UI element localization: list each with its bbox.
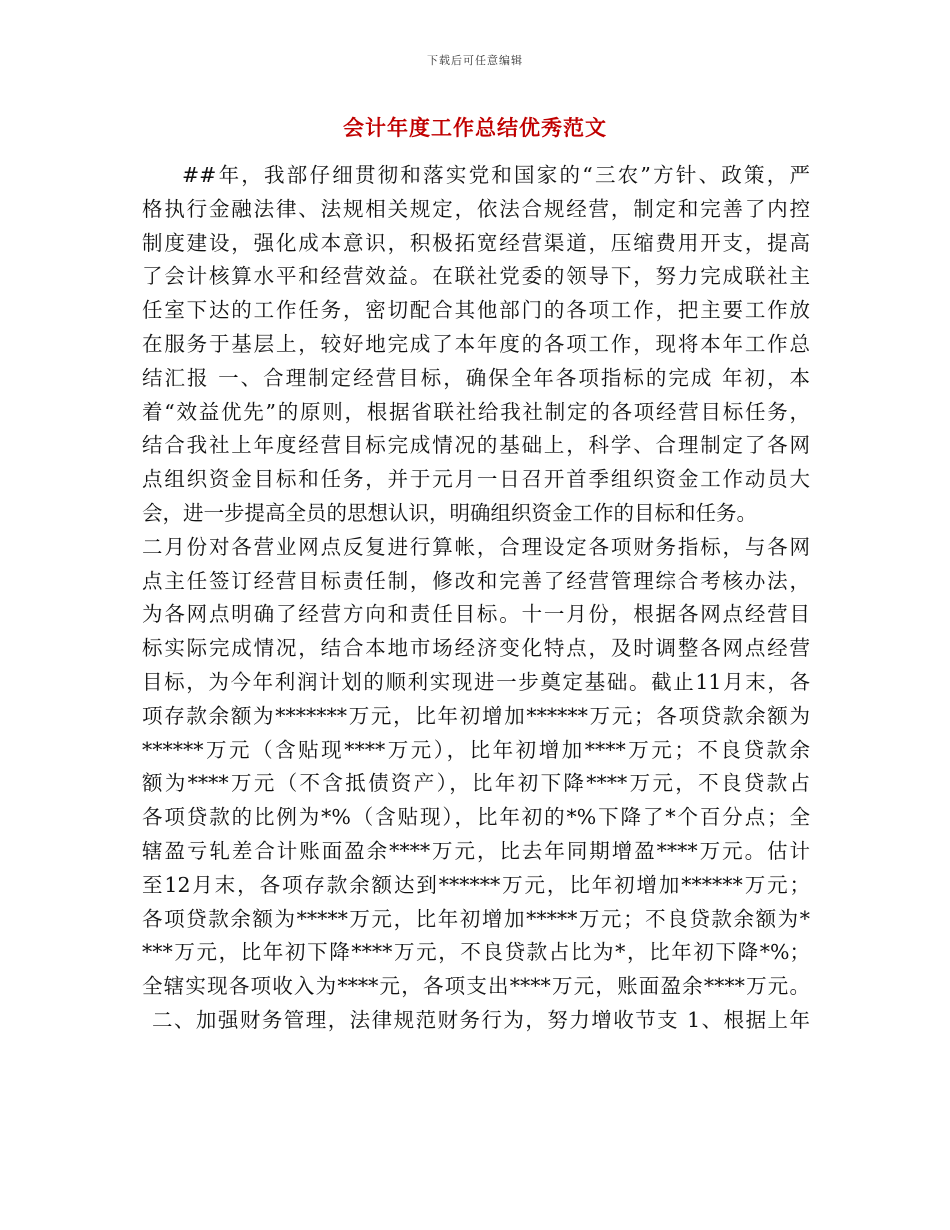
body-line: 辖盈亏轧差合计账面盈余****万元，比去年同期增盈****万元。估计 [142, 838, 810, 863]
body-line: 点主任签订经营目标责任制，修改和完善了经营管理综合考核办法， [142, 568, 810, 593]
body-line: 了会计核算水平和经营效益。在联社党委的领导下，努力完成联社主 [142, 264, 810, 289]
body-line: 制度建设，强化成本意识，积极拓宽经营渠道，压缩费用开支，提高 [142, 230, 810, 255]
download-edit-note: 下载后可任意编辑 [427, 54, 523, 67]
body-line: 结合我社上年度经营目标完成情况的基础上，科学、合理制定了各网 [142, 433, 810, 458]
body-line: 额为****万元（不含抵债资产），比年初下降****万元，不良贷款占 [142, 771, 810, 796]
body-line: 至12月末，各项存款余额达到******万元，比年初增加******万元； [142, 872, 810, 897]
body-line: 任室下达的工作任务，密切配合其他部门的各项工作，把主要工作放 [142, 298, 810, 323]
body-line: 为各网点明确了经营方向和责任目标。十一月份，根据各网点经营目 [142, 602, 810, 627]
body-line: 会，进一步提高全员的思想认识，明确组织资金工作的目标和任务。 [142, 500, 757, 525]
body-line: 项存款余额为*******万元，比年初增加******万元；各项贷款余额为 [142, 703, 810, 728]
body-line: ******万元（含贴现****万元），比年初增加****万元；不良贷款余 [142, 737, 810, 762]
body-line: 格执行金融法律、法规相关规定，依法合规经营，制定和完善了内控 [142, 196, 810, 221]
body-line: 全辖实现各项收入为****元，各项支出****万元，账面盈余****万元。 [142, 974, 810, 999]
body-line: ***万元，比年初下降****万元，不良贷款占比为*，比年初下降*%； [142, 940, 810, 965]
document-body [142, 159, 810, 1038]
body-line: 各项贷款的比例为*%（含贴现），比年初的*%下降了*个百分点；全 [142, 805, 810, 830]
body-line: 结汇报 一、合理制定经营目标，确保全年各项指标的完成 年初，本 [142, 365, 810, 390]
body-line: 目标，为今年利润计划的顺利实现进一步奠定基础。截止11月末，各 [142, 669, 810, 694]
body-line: 标实际完成情况，结合本地市场经济变化特点，及时调整各网点经营 [142, 636, 810, 661]
document-title: 会计年度工作总结优秀范文 [343, 116, 607, 140]
body-line: 着“效益优先”的原则，根据省联社给我社制定的各项经营目标任务， [142, 399, 810, 424]
body-line: 二、加强财务管理，法律规范财务行为，努力增收节支 1、根据上年 [152, 1007, 810, 1032]
body-line: 二月份对各营业网点反复进行算帐，合理设定各项财务指标，与各网 [142, 534, 810, 559]
body-line: 各项贷款余额为*****万元，比年初增加*****万元；不良贷款余额为* [142, 906, 810, 931]
body-line: 点组织资金目标和任务，并于元月一日召开首季组织资金工作动员大 [142, 467, 810, 492]
body-line: ##年，我部仔细贯彻和落实党和国家的“三农”方针、政策，严 [182, 163, 810, 187]
body-line: 在服务于基层上，较好地完成了本年度的各项工作，现将本年工作总 [142, 331, 810, 356]
